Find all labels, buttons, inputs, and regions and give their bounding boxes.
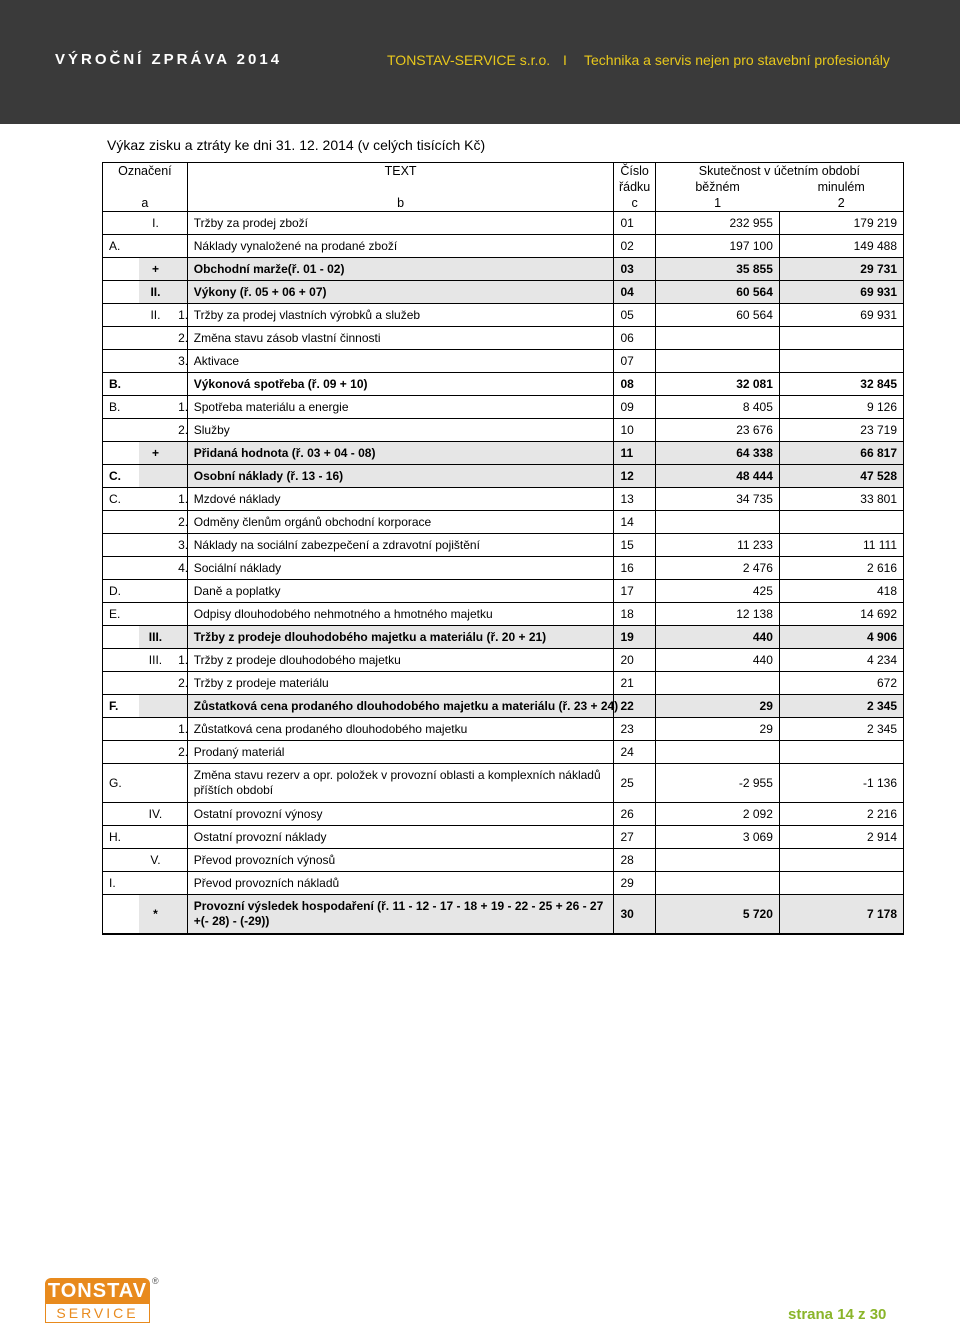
table-row (103, 672, 904, 695)
row-code-b (139, 465, 172, 488)
row-code-a (103, 534, 139, 557)
table-row (103, 465, 904, 488)
table-row (103, 718, 904, 741)
row-previous-value: 179 219 (779, 212, 903, 235)
row-previous-value: 66 817 (779, 442, 903, 465)
row-current-value: 197 100 (655, 235, 779, 258)
row-current-value: 60 564 (655, 281, 779, 304)
row-line-number: 30 (614, 895, 655, 935)
row-text: Osobní náklady (ř. 13 - 16) (187, 465, 614, 488)
row-line-number: 16 (614, 557, 655, 580)
row-code-a: C. (103, 465, 139, 488)
row-code-b (139, 534, 172, 557)
row-text: Odměny členům orgánů obchodní korporace (187, 511, 614, 534)
row-code-b (139, 235, 172, 258)
row-code-a (103, 557, 139, 580)
header-oznaceni: Označení (103, 163, 188, 180)
row-code-c (172, 849, 187, 872)
table-row (103, 281, 904, 304)
row-line-number: 28 (614, 849, 655, 872)
row-current-value (655, 872, 779, 895)
row-line-number: 09 (614, 396, 655, 419)
table-row (103, 803, 904, 826)
row-previous-value (779, 872, 903, 895)
row-text: Odpisy dlouhodobého nehmotného a hmotného majetku (187, 603, 614, 626)
row-line-number: 22 (614, 695, 655, 718)
row-code-c (172, 895, 187, 935)
row-line-number: 13 (614, 488, 655, 511)
table-header-row-1 (103, 163, 904, 180)
row-code-b (139, 872, 172, 895)
tonstav-logo (45, 1278, 150, 1324)
row-previous-value (779, 511, 903, 534)
row-line-number: 03 (614, 258, 655, 281)
row-previous-value: 2 914 (779, 826, 903, 849)
row-line-number: 19 (614, 626, 655, 649)
table-row (103, 350, 904, 373)
row-text: Mzdové náklady (187, 488, 614, 511)
row-code-c: 1. (172, 304, 187, 327)
table-row (103, 649, 904, 672)
row-previous-value: 33 801 (779, 488, 903, 511)
row-previous-value: 4 234 (779, 649, 903, 672)
row-code-c: 2. (172, 741, 187, 764)
header-minule: minulém (779, 179, 903, 195)
row-code-a (103, 212, 139, 235)
row-line-number: 02 (614, 235, 655, 258)
row-code-b (139, 695, 172, 718)
row-code-c: 1. (172, 718, 187, 741)
row-previous-value (779, 350, 903, 373)
table-body (103, 212, 904, 935)
row-previous-value: 32 845 (779, 373, 903, 396)
row-text: Náklady na sociální zabezpečení a zdravotní pojištění (187, 534, 614, 557)
row-code-a: E. (103, 603, 139, 626)
row-current-value: 48 444 (655, 465, 779, 488)
row-code-b: III. (139, 649, 172, 672)
row-code-b (139, 764, 172, 803)
row-code-a (103, 258, 139, 281)
row-current-value: 12 138 (655, 603, 779, 626)
row-text: Ostatní provozní výnosy (187, 803, 614, 826)
row-code-b (139, 327, 172, 350)
row-text: Služby (187, 419, 614, 442)
row-current-value: 232 955 (655, 212, 779, 235)
row-current-value: 5 720 (655, 895, 779, 935)
row-code-b (139, 603, 172, 626)
row-code-c (172, 258, 187, 281)
row-previous-value: 672 (779, 672, 903, 695)
row-line-number: 26 (614, 803, 655, 826)
row-line-number: 06 (614, 327, 655, 350)
header-skutecnost: Skutečnost v účetním období (655, 163, 903, 180)
table-row (103, 872, 904, 895)
row-code-b: * (139, 895, 172, 935)
row-text: Prodaný materiál (187, 741, 614, 764)
table-row (103, 511, 904, 534)
row-text: Zůstatková cena prodaného dlouhodobého majetku (187, 718, 614, 741)
row-code-b (139, 350, 172, 373)
row-line-number: 05 (614, 304, 655, 327)
row-previous-value: 23 719 (779, 419, 903, 442)
row-line-number: 17 (614, 580, 655, 603)
row-line-number: 29 (614, 872, 655, 895)
row-code-a: A. (103, 235, 139, 258)
row-text: Tržby z prodeje dlouhodobého majetku a materiálu (ř. 20 + 21) (187, 626, 614, 649)
row-code-a: I. (103, 872, 139, 895)
row-code-a: G. (103, 764, 139, 803)
row-text: Tržby z prodeje materiálu (187, 672, 614, 695)
row-code-a (103, 803, 139, 826)
row-current-value: 2 476 (655, 557, 779, 580)
row-text: Výkony (ř. 05 + 06 + 07) (187, 281, 614, 304)
row-code-b (139, 718, 172, 741)
header-2: 2 (779, 195, 903, 212)
row-previous-value: 2 616 (779, 557, 903, 580)
row-code-c (172, 626, 187, 649)
row-line-number: 21 (614, 672, 655, 695)
row-previous-value: 69 931 (779, 281, 903, 304)
row-line-number: 07 (614, 350, 655, 373)
row-code-b (139, 511, 172, 534)
row-previous-value: 2 345 (779, 695, 903, 718)
row-code-b (139, 396, 172, 419)
row-previous-value: 9 126 (779, 396, 903, 419)
table-row (103, 603, 904, 626)
row-code-c: 1. (172, 396, 187, 419)
row-previous-value: 2 216 (779, 803, 903, 826)
row-code-a (103, 419, 139, 442)
page-header (0, 0, 960, 124)
row-current-value (655, 327, 779, 350)
row-text: Změna stavu zásob vlastní činnosti (187, 327, 614, 350)
row-code-c (172, 695, 187, 718)
row-code-a (103, 281, 139, 304)
table-row (103, 695, 904, 718)
row-text: Ostatní provozní náklady (187, 826, 614, 849)
row-line-number: 01 (614, 212, 655, 235)
table-row (103, 304, 904, 327)
table-row (103, 626, 904, 649)
row-previous-value: 69 931 (779, 304, 903, 327)
row-code-c (172, 465, 187, 488)
header-1: 1 (655, 195, 779, 212)
row-text: Aktivace (187, 350, 614, 373)
row-code-b: III. (139, 626, 172, 649)
row-previous-value: -1 136 (779, 764, 903, 803)
row-current-value: 60 564 (655, 304, 779, 327)
row-code-a: F. (103, 695, 139, 718)
header-bezne: běžném (655, 179, 779, 195)
table-row (103, 258, 904, 281)
row-previous-value: 29 731 (779, 258, 903, 281)
row-line-number: 15 (614, 534, 655, 557)
row-code-b: IV. (139, 803, 172, 826)
row-code-b: + (139, 258, 172, 281)
table-row (103, 764, 904, 803)
row-current-value: 11 233 (655, 534, 779, 557)
row-line-number: 25 (614, 764, 655, 803)
table-header-row-3 (103, 195, 904, 212)
page-number: strana 14 z 30 (788, 1306, 887, 1323)
row-line-number: 04 (614, 281, 655, 304)
row-code-c: 2. (172, 511, 187, 534)
row-current-value (655, 672, 779, 695)
row-code-c (172, 764, 187, 803)
row-text: Tržby za prodej vlastních výrobků a služeb (187, 304, 614, 327)
row-code-a: C. (103, 488, 139, 511)
row-code-a: B. (103, 396, 139, 419)
row-code-a (103, 442, 139, 465)
table-row (103, 557, 904, 580)
row-current-value (655, 849, 779, 872)
row-code-b: I. (139, 212, 172, 235)
row-code-c: 4. (172, 557, 187, 580)
row-code-a (103, 849, 139, 872)
header-c: c (614, 195, 655, 212)
table-row (103, 442, 904, 465)
row-code-c: 2. (172, 327, 187, 350)
row-code-c (172, 580, 187, 603)
row-code-a (103, 350, 139, 373)
row-line-number: 08 (614, 373, 655, 396)
table-row (103, 327, 904, 350)
row-previous-value: 2 345 (779, 718, 903, 741)
row-code-a (103, 511, 139, 534)
row-code-b: II. (139, 304, 172, 327)
row-text: Sociální náklady (187, 557, 614, 580)
logo-bottom-text: SERVICE (45, 1304, 150, 1323)
row-code-a (103, 672, 139, 695)
row-code-c: 1. (172, 488, 187, 511)
table-row (103, 895, 904, 935)
income-statement-table (102, 162, 904, 935)
row-code-c: 1. (172, 649, 187, 672)
row-text: Tržby za prodej zboží (187, 212, 614, 235)
header-separator: I (563, 52, 567, 68)
row-code-b: V. (139, 849, 172, 872)
row-code-b (139, 419, 172, 442)
row-current-value: 29 (655, 718, 779, 741)
row-previous-value: 47 528 (779, 465, 903, 488)
row-code-c (172, 212, 187, 235)
row-code-a: D. (103, 580, 139, 603)
row-text: Převod provozních nákladů (187, 872, 614, 895)
row-current-value: 440 (655, 626, 779, 649)
report-title: VÝROČNÍ ZPRÁVA 2014 (55, 51, 283, 68)
row-code-b (139, 741, 172, 764)
row-previous-value: 4 906 (779, 626, 903, 649)
row-text: Provozní výsledek hospodaření (ř. 11 - 12 - 17 - 18 + 19 - 22 - 25 + 26 - 27 +(- 28) - (-29)) (187, 895, 614, 935)
header-cislo: Číslo (614, 163, 655, 180)
table-row (103, 235, 904, 258)
row-code-c: 3. (172, 534, 187, 557)
row-current-value: 34 735 (655, 488, 779, 511)
row-line-number: 24 (614, 741, 655, 764)
row-text: Spotřeba materiálu a energie (187, 396, 614, 419)
table-row (103, 741, 904, 764)
row-line-number: 11 (614, 442, 655, 465)
row-code-c (172, 603, 187, 626)
row-code-c (172, 281, 187, 304)
company-tagline: Technika a servis nejen pro stavební profesionály (584, 52, 890, 68)
row-text: Změna stavu rezerv a opr. položek v provozní oblasti a komplexních nákladů příštích období (187, 764, 614, 803)
row-text: Přidaná hodnota (ř. 03 + 04 - 08) (187, 442, 614, 465)
row-current-value: 425 (655, 580, 779, 603)
table-row (103, 826, 904, 849)
row-current-value: 35 855 (655, 258, 779, 281)
row-code-a (103, 741, 139, 764)
row-code-c (172, 872, 187, 895)
row-previous-value (779, 849, 903, 872)
row-line-number: 20 (614, 649, 655, 672)
row-current-value (655, 350, 779, 373)
registered-mark: ® (152, 1276, 159, 1286)
row-code-b: II. (139, 281, 172, 304)
row-code-b (139, 557, 172, 580)
row-text: Zůstatková cena prodaného dlouhodobého majetku a materiálu (ř. 23 + 24) (187, 695, 614, 718)
row-previous-value: 14 692 (779, 603, 903, 626)
table-row (103, 534, 904, 557)
row-code-c (172, 442, 187, 465)
header-text: TEXT (187, 163, 614, 180)
row-code-c (172, 235, 187, 258)
row-code-a: H. (103, 826, 139, 849)
row-current-value: 2 092 (655, 803, 779, 826)
row-current-value (655, 741, 779, 764)
row-code-c: 3. (172, 350, 187, 373)
row-code-b (139, 672, 172, 695)
row-current-value: 23 676 (655, 419, 779, 442)
header-radku: řádku (614, 179, 655, 195)
row-code-a: B. (103, 373, 139, 396)
row-code-a (103, 304, 139, 327)
row-current-value: 32 081 (655, 373, 779, 396)
row-text: Obchodní marže(ř. 01 - 02) (187, 258, 614, 281)
row-code-c: 2. (172, 419, 187, 442)
row-current-value: 29 (655, 695, 779, 718)
row-current-value: 440 (655, 649, 779, 672)
table-row (103, 580, 904, 603)
row-line-number: 18 (614, 603, 655, 626)
row-previous-value: 7 178 (779, 895, 903, 935)
row-text: Tržby z prodeje dlouhodobého majetku (187, 649, 614, 672)
row-text: Náklady vynaložené na prodané zboží (187, 235, 614, 258)
row-text: Daně a poplatky (187, 580, 614, 603)
row-line-number: 14 (614, 511, 655, 534)
row-code-a (103, 718, 139, 741)
row-text: Výkonová spotřeba (ř. 09 + 10) (187, 373, 614, 396)
row-current-value (655, 511, 779, 534)
row-current-value: 64 338 (655, 442, 779, 465)
row-code-c (172, 373, 187, 396)
row-line-number: 27 (614, 826, 655, 849)
header-b: b (187, 195, 614, 212)
row-text: Převod provozních výnosů (187, 849, 614, 872)
row-code-b (139, 373, 172, 396)
row-line-number: 10 (614, 419, 655, 442)
row-code-c (172, 826, 187, 849)
table-row (103, 419, 904, 442)
row-code-a (103, 626, 139, 649)
row-code-a (103, 895, 139, 935)
row-current-value: 3 069 (655, 826, 779, 849)
table-row (103, 488, 904, 511)
row-previous-value: 418 (779, 580, 903, 603)
company-name: TONSTAV-SERVICE s.r.o. (387, 52, 551, 68)
row-code-a (103, 327, 139, 350)
row-code-c (172, 803, 187, 826)
row-previous-value: 11 111 (779, 534, 903, 557)
logo-top-text: TONSTAV (45, 1278, 150, 1304)
document-title: Výkaz zisku a ztráty ke dni 31. 12. 2014 (v celých tisících Kč) (107, 137, 486, 153)
row-line-number: 12 (614, 465, 655, 488)
row-code-b (139, 826, 172, 849)
table-row (103, 849, 904, 872)
row-line-number: 23 (614, 718, 655, 741)
header-a: a (103, 195, 188, 212)
row-code-b: + (139, 442, 172, 465)
row-current-value: -2 955 (655, 764, 779, 803)
row-code-c: 2. (172, 672, 187, 695)
table-row (103, 373, 904, 396)
row-code-b (139, 488, 172, 511)
row-previous-value (779, 327, 903, 350)
table-row (103, 396, 904, 419)
row-current-value: 8 405 (655, 396, 779, 419)
table-row (103, 212, 904, 235)
row-previous-value (779, 741, 903, 764)
table-header-row-2 (103, 179, 904, 195)
row-code-a (103, 649, 139, 672)
row-previous-value: 149 488 (779, 235, 903, 258)
row-code-b (139, 580, 172, 603)
